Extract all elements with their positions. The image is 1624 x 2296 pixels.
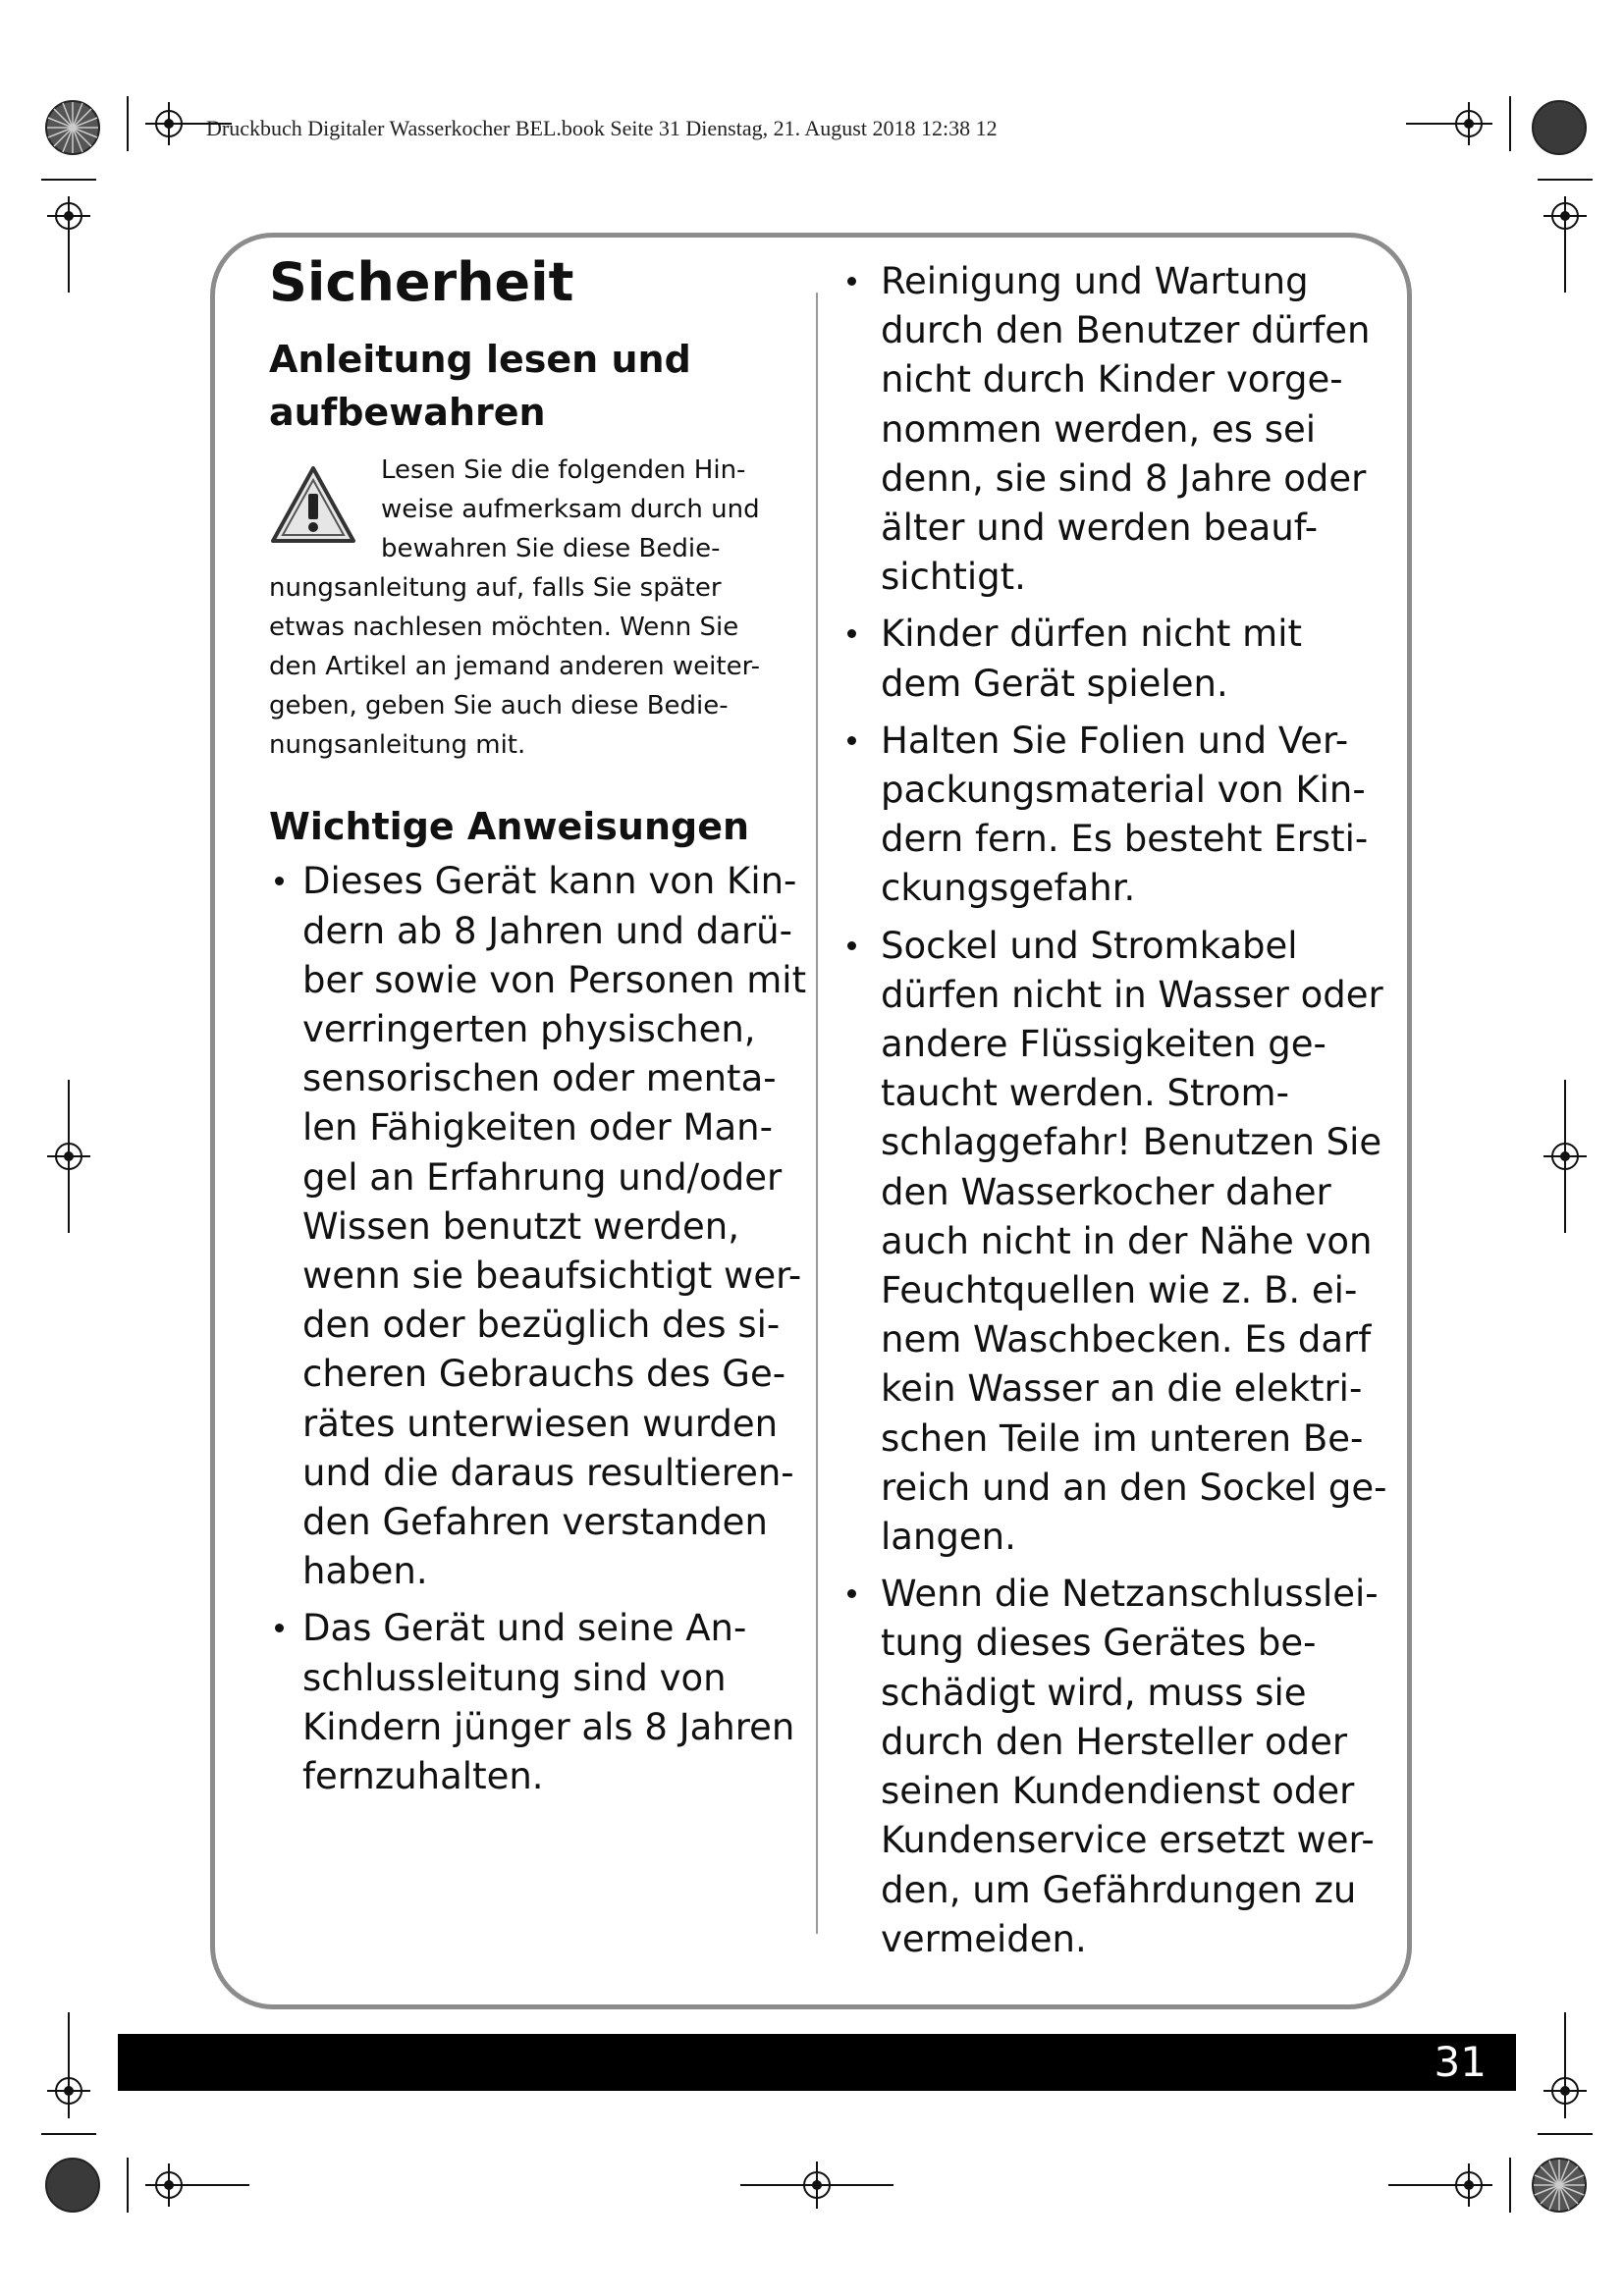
text-line: und die daraus resultieren- bbox=[302, 1451, 794, 1494]
text-line: Reinigung und Wartung bbox=[881, 260, 1309, 302]
left-bullet-list bbox=[269, 857, 807, 1801]
text-line: schädigt wird, muss sie bbox=[881, 1671, 1307, 1714]
text-line: schlussleitung sind von bbox=[302, 1656, 727, 1699]
text-line: Kundenservice ersetzt wer- bbox=[881, 1819, 1375, 1862]
text-line: Wenn die Netzanschlusslei- bbox=[881, 1573, 1379, 1616]
warning-line: bewahren Sie diese Bedie- bbox=[381, 534, 721, 564]
text-line: nommen werden, es sei bbox=[881, 407, 1317, 451]
text-line: durch den Benutzer dürfen bbox=[881, 309, 1371, 352]
text-line: sensorischen oder menta- bbox=[302, 1057, 777, 1100]
page-title: Sicherheit bbox=[269, 251, 574, 313]
registration-mark-bottom-right-disc bbox=[1530, 2156, 1589, 2215]
right-column bbox=[841, 257, 1387, 1972]
text-line: ber sowie von Personen mit bbox=[302, 958, 807, 1001]
bullet-dot bbox=[847, 277, 856, 286]
warning-line: nungsanleitung auf, falls Sie später bbox=[269, 573, 722, 604]
text-line: Feuchtquellen wie z. B. ei- bbox=[881, 1269, 1358, 1312]
warning-line: Lesen Sie die folgenden Hin- bbox=[381, 455, 746, 486]
text-line: Das Gerät und seine An- bbox=[302, 1607, 747, 1650]
crosshair-mark-bottom-center bbox=[738, 2156, 895, 2215]
text-line: auch nicht in der Nähe von bbox=[881, 1219, 1373, 1262]
text-line: älter und werden beauf- bbox=[881, 507, 1319, 550]
text-line: taucht werden. Strom- bbox=[881, 1072, 1289, 1115]
text-line: Kinder dürfen nicht mit bbox=[881, 613, 1302, 656]
text-line: schen Teile im unteren Be- bbox=[881, 1416, 1364, 1460]
list-item bbox=[841, 717, 1380, 914]
text-line: Halten Sie Folien und Ver- bbox=[881, 719, 1349, 762]
subtitle-line: aufbewahren bbox=[269, 391, 546, 435]
warning-line: geben, geben Sie auch diese Bedie- bbox=[269, 691, 729, 721]
bullet-dot bbox=[847, 629, 856, 638]
text-line: den oder bezüglich des si- bbox=[302, 1304, 781, 1347]
text-line: den, um Gefährdungen zu bbox=[881, 1868, 1357, 1911]
text-line: nicht durch Kinder vorge- bbox=[881, 358, 1343, 401]
text-line: reich und an den Sockel ge- bbox=[881, 1466, 1387, 1509]
text-line: kein Wasser an die elektri- bbox=[881, 1367, 1363, 1411]
text-line: tung dieses Gerätes be- bbox=[881, 1622, 1317, 1665]
text-line: ckungsgefahr. bbox=[881, 867, 1136, 910]
text-line: dem Gerät spielen. bbox=[881, 662, 1228, 705]
crosshair-mark-top-left bbox=[126, 94, 234, 153]
text-line: verringerten physischen, bbox=[302, 1008, 756, 1050]
list-item bbox=[841, 257, 1380, 602]
bullet-dot bbox=[275, 877, 284, 885]
text-line: rätes unterwiesen wurden bbox=[302, 1402, 779, 1445]
section-title-important-instructions: Wichtige Anweisungen bbox=[269, 805, 750, 849]
list-item bbox=[841, 922, 1387, 1563]
right-bullet-list bbox=[841, 257, 1387, 1964]
bullet-dot bbox=[275, 1624, 284, 1632]
text-line: vermeiden. bbox=[881, 1917, 1087, 1960]
crosshair-mark-left-lower bbox=[39, 2010, 98, 2138]
text-line: seinen Kundendienst oder bbox=[881, 1770, 1355, 1813]
text-line: den Gefahren verstanden bbox=[302, 1501, 768, 1544]
text-line: haben. bbox=[302, 1550, 428, 1593]
warning-line: etwas nachlesen möchten. Wenn Sie bbox=[269, 613, 739, 643]
subtitle-line: Anleitung lesen und bbox=[269, 338, 691, 382]
list-item bbox=[841, 610, 1380, 708]
footer-bar bbox=[118, 2034, 1516, 2091]
text-line: Kindern jünger als 8 Jahren bbox=[302, 1705, 795, 1748]
crosshair-mark-bottom-right bbox=[1384, 2156, 1512, 2215]
text-line: len Fähigkeiten oder Man- bbox=[302, 1106, 773, 1149]
warning-paragraph bbox=[269, 451, 799, 765]
text-line: cheren Gebrauchs des Ge- bbox=[302, 1353, 786, 1396]
text-line: langen. bbox=[881, 1516, 1016, 1559]
text-line: schlaggefahr! Benutzen Sie bbox=[881, 1121, 1382, 1164]
list-item bbox=[269, 857, 807, 1596]
text-line: gel an Erfahrung und/oder bbox=[302, 1155, 783, 1199]
subtitle-read-instructions bbox=[269, 333, 799, 439]
warning-line: weise aufmerksam durch und bbox=[381, 495, 760, 525]
registration-mark-top-right-disc bbox=[1530, 98, 1589, 157]
text-line: durch den Hersteller oder bbox=[881, 1720, 1348, 1763]
bullet-dot bbox=[847, 941, 856, 950]
crosshair-mark-left-upper bbox=[39, 177, 98, 294]
left-column bbox=[269, 251, 807, 1809]
crosshair-mark-right-lower bbox=[1536, 2010, 1595, 2138]
crosshair-mark-right-middle bbox=[1536, 1078, 1595, 1235]
text-line: dern ab 8 Jahren und darü- bbox=[302, 909, 792, 952]
text-line: andere Flüssigkeiten ge- bbox=[881, 1023, 1326, 1066]
warning-line: den Artikel an jemand anderen weiter- bbox=[269, 652, 761, 682]
text-line: sichtigt. bbox=[881, 556, 1026, 599]
column-divider bbox=[816, 293, 818, 1934]
text-line: dern fern. Es besteht Ersti- bbox=[881, 818, 1369, 861]
text-line: wenn sie beaufsichtigt wer- bbox=[302, 1255, 802, 1298]
text-line: den Wasserkocher daher bbox=[881, 1170, 1331, 1213]
registration-mark-bottom-left-disc bbox=[43, 2156, 102, 2215]
text-line: nem Waschbecken. Es darf bbox=[881, 1318, 1372, 1362]
page-number: 31 bbox=[1434, 2038, 1487, 2086]
crosshair-mark-right-upper bbox=[1536, 177, 1595, 294]
crosshair-mark-bottom-left bbox=[126, 2156, 253, 2215]
text-line: packungsmaterial von Kin- bbox=[881, 769, 1366, 812]
list-item bbox=[269, 1604, 799, 1801]
text-line: Wissen benutzt werden, bbox=[302, 1204, 739, 1248]
print-header: Druckbuch Digitaler Wasserkocher BEL.book Seite 31 Dienstag, 21. August 2018 12:38 12 bbox=[206, 116, 998, 140]
text-line: Dieses Gerät kann von Kin- bbox=[302, 860, 797, 903]
warning-line: nungsanleitung mit. bbox=[269, 730, 526, 761]
text-line: dürfen nicht in Wasser oder bbox=[881, 973, 1383, 1016]
text-line: denn, sie sind 8 Jahre oder bbox=[881, 456, 1367, 500]
bullet-dot bbox=[847, 1589, 856, 1598]
bullet-dot bbox=[847, 736, 856, 745]
crosshair-mark-top-right bbox=[1404, 94, 1512, 153]
text-line: fernzuhalten. bbox=[302, 1755, 544, 1798]
list-item bbox=[841, 1570, 1380, 1964]
registration-mark-top-left-disc bbox=[43, 98, 102, 157]
warning-triangle-icon bbox=[269, 464, 357, 545]
text-line: Sockel und Stromkabel bbox=[881, 924, 1298, 967]
crosshair-mark-left-middle bbox=[39, 1078, 98, 1235]
